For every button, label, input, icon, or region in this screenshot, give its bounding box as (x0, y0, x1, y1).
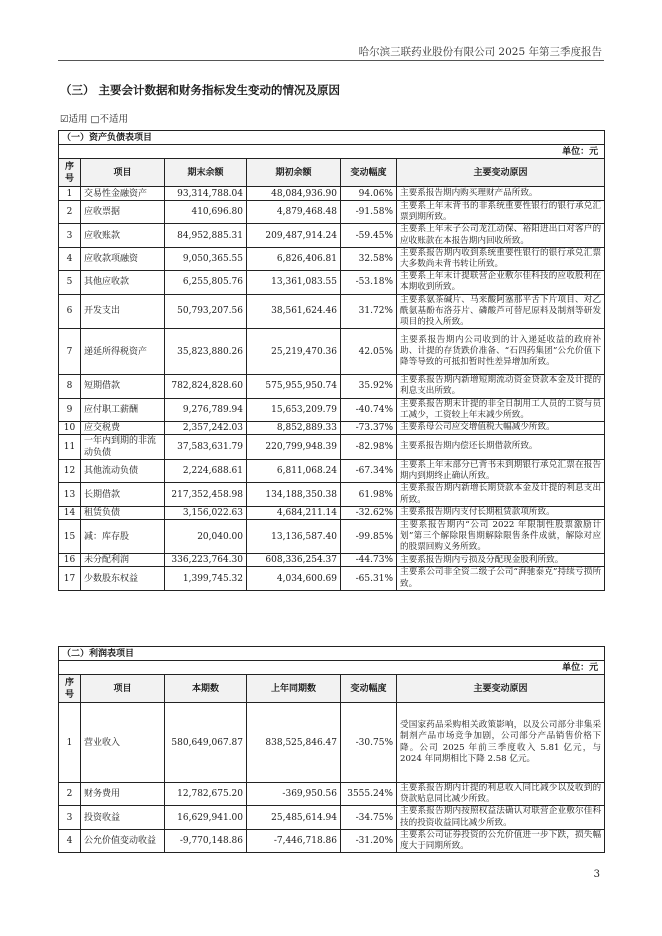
income-statement-unit: 单位：元 (59, 661, 605, 675)
row-seq: 3 (59, 806, 81, 829)
row-item: 应交税费 (81, 422, 165, 435)
row-change: -73.37% (341, 422, 397, 435)
col-header-reason: 主要变动原因 (397, 159, 605, 187)
row-item: 开发支出 (81, 294, 165, 329)
row-value-2: 6,811,068.24 (247, 460, 341, 483)
row-change: -53.18% (341, 271, 397, 294)
row-reason: 主要系报告期内“公司 2022 年限制性股票激励计划”第三个解除限售期解除限售条件成就，解除对应的股票回购义务所致。 (397, 519, 605, 554)
row-seq: 6 (59, 294, 81, 329)
row-change: 31.72% (341, 294, 397, 329)
row-reason: 主要系公司非全资二级子公司“湃驰泰克”持续亏损所致。 (397, 567, 605, 590)
row-value-1: 2,224,688.61 (165, 460, 247, 483)
row-change: 35.92% (341, 375, 397, 398)
table-row (59, 806, 605, 829)
row-seq: 11 (59, 435, 81, 460)
row-seq: 10 (59, 422, 81, 435)
row-value-2: 13,136,587.40 (247, 519, 341, 554)
row-seq: 1 (59, 703, 81, 783)
col-header-change: 变动幅度 (341, 159, 397, 187)
col-header-prior-period: 上年同期数 (247, 675, 341, 703)
row-value-2: -7,446,718.86 (247, 829, 341, 852)
row-change: -30.75% (341, 703, 397, 783)
col-header-change: 变动幅度 (341, 675, 397, 703)
row-seq: 16 (59, 554, 81, 567)
row-value-2: 15,653,209.79 (247, 398, 341, 421)
row-value-2: 4,684,211.14 (247, 506, 341, 519)
row-seq: 9 (59, 398, 81, 421)
row-change: -67.34% (341, 460, 397, 483)
row-change: -82.98% (341, 435, 397, 460)
row-reason: 主要系上年末子公司龙江动保、裕阳进出口对客户的应收账款在本报告期内回收所致。 (397, 224, 605, 247)
col-header-seq: 序号 (59, 675, 81, 703)
row-reason: 主要系氨茶碱片、马来酸阿塞那平舌下片项目、对乙酰氨基酚布洛芬片、磷酸芦可替尼原料及制剂等研发项目的投入所致。 (397, 294, 605, 329)
income-statement-table (58, 646, 605, 853)
row-value-2: 6,826,406.81 (247, 247, 341, 270)
row-item: 公允价值变动收益 (81, 829, 165, 852)
balance-sheet-unit: 单位：元 (59, 145, 605, 159)
row-value-1: 217,352,458.98 (165, 483, 247, 506)
table-row (59, 435, 605, 460)
row-seq: 3 (59, 224, 81, 247)
row-item: 减：库存股 (81, 519, 165, 554)
row-value-2: 838,525,846.47 (247, 703, 341, 783)
table-row (59, 224, 605, 247)
report-header: 哈尔滨三联药业股份有限公司 2025 年第三季度报告 (358, 46, 602, 58)
row-reason: 主要系报告期内计提的利息收入同比减少以及收到的贷款贴息同比减少所致。 (397, 783, 605, 806)
table-row (59, 703, 605, 783)
table-row (59, 554, 605, 567)
row-value-2: -369,950.56 (247, 783, 341, 806)
row-item: 投资收益 (81, 806, 165, 829)
row-seq: 7 (59, 329, 81, 375)
table-row (59, 567, 605, 590)
row-item: 其他流动负债 (81, 460, 165, 483)
row-value-1: 37,583,631.79 (165, 435, 247, 460)
row-change: -44.73% (341, 554, 397, 567)
row-reason: 主要系报告期内新增长期贷款本金及计提的利息支出所致。 (397, 483, 605, 506)
row-value-1: 1,399,745.32 (165, 567, 247, 590)
page-number: 3 (593, 869, 600, 880)
row-seq: 4 (59, 829, 81, 852)
row-value-2: 575,955,950.74 (247, 375, 341, 398)
row-change: 42.05% (341, 329, 397, 375)
row-seq: 15 (59, 519, 81, 554)
table-row (59, 375, 605, 398)
row-value-1: 93,314,788.04 (165, 187, 247, 201)
col-header-item: 项目 (81, 159, 165, 187)
row-item: 应付职工薪酬 (81, 398, 165, 421)
table-row (59, 506, 605, 519)
row-change: 94.06% (341, 187, 397, 201)
row-change: 3555.24% (341, 783, 397, 806)
row-value-2: 38,561,624.46 (247, 294, 341, 329)
row-value-1: 35,823,880.26 (165, 329, 247, 375)
table-row (59, 294, 605, 329)
row-value-2: 220,799,948.39 (247, 435, 341, 460)
row-seq: 17 (59, 567, 81, 590)
row-item: 短期借款 (81, 375, 165, 398)
row-seq: 13 (59, 483, 81, 506)
row-value-1: 16,629,941.00 (165, 806, 247, 829)
col-header-seq: 序号 (59, 159, 81, 187)
row-value-1: 12,782,675.20 (165, 783, 247, 806)
row-reason: 主要系上年末计提联营企业敷尔佳科技的应收股利在本期收到所致。 (397, 271, 605, 294)
row-value-1: 9,050,365.55 (165, 247, 247, 270)
row-value-1: 6,255,805.76 (165, 271, 247, 294)
row-value-2: 608,336,254.37 (247, 554, 341, 567)
row-reason: 主要系报告期内购买理财产品所致。 (397, 187, 605, 201)
table-row (59, 460, 605, 483)
row-reason: 主要系报告期内亏损及分配现金股利所致。 (397, 554, 605, 567)
row-change: -31.20% (341, 829, 397, 852)
table-row (59, 271, 605, 294)
row-change: -40.74% (341, 398, 397, 421)
row-reason: 主要系报告期内收到系统重要性银行的银行承兑汇票大多数尚未背书转让所致。 (397, 247, 605, 270)
table-row (59, 201, 605, 224)
table-row (59, 247, 605, 270)
table-row (59, 519, 605, 554)
row-item: 财务费用 (81, 783, 165, 806)
row-value-2: 25,485,614.94 (247, 806, 341, 829)
row-value-2: 4,034,600.69 (247, 567, 341, 590)
row-reason: 主要系报告期内新增短期流动资金贷款本金及计提的利息支出所致。 (397, 375, 605, 398)
row-item: 营业收入 (81, 703, 165, 783)
table-row (59, 187, 605, 201)
row-reason: 主要系报告期末计提的非全日制用工人员的工资与员工减少，工资较上年末减少所致。 (397, 398, 605, 421)
row-item: 一年内到期的非流动负债 (81, 435, 165, 460)
row-value-2: 209,487,914.24 (247, 224, 341, 247)
row-reason: 主要系报告期内偿还长期借款所致。 (397, 435, 605, 460)
row-item: 应收款项融资 (81, 247, 165, 270)
applicability-indicator: ☑适用 □不适用 (60, 114, 129, 125)
row-item: 应收票据 (81, 201, 165, 224)
row-reason: 主要系上年末部分已背书未到期银行承兑汇票在报告期内到期终止确认所致。 (397, 460, 605, 483)
row-change: -65.31% (341, 567, 397, 590)
balance-sheet-band: （一）资产负债表项目 (59, 131, 605, 145)
table-row (59, 829, 605, 852)
table-row (59, 398, 605, 421)
balance-sheet-table (58, 130, 605, 591)
row-change: 32.58% (341, 247, 397, 270)
row-value-2: 134,188,350.38 (247, 483, 341, 506)
row-seq: 2 (59, 201, 81, 224)
row-item: 交易性金融资产 (81, 187, 165, 201)
col-header-reason: 主要变动原因 (397, 675, 605, 703)
row-item: 少数股东权益 (81, 567, 165, 590)
row-item: 应收账款 (81, 224, 165, 247)
header-divider (58, 60, 604, 61)
row-value-2: 8,852,889.33 (247, 422, 341, 435)
row-value-1: 20,040.00 (165, 519, 247, 554)
row-value-2: 4,879,468.48 (247, 201, 341, 224)
row-value-2: 25,219,470.36 (247, 329, 341, 375)
row-reason: 主要系报告期内按照权益法确认对联营企业敷尔佳科技的投资收益同比减少所致。 (397, 806, 605, 829)
row-change: -59.45% (341, 224, 397, 247)
row-reason: 主要系母公司应交增值税大幅减少所致。 (397, 422, 605, 435)
row-seq: 2 (59, 783, 81, 806)
row-seq: 14 (59, 506, 81, 519)
row-item: 未分配利润 (81, 554, 165, 567)
row-value-1: 410,696.80 (165, 201, 247, 224)
section-title: （三） 主要会计数据和财务指标发生变动的情况及原因 (60, 83, 341, 97)
row-seq: 1 (59, 187, 81, 201)
row-reason: 主要系报告期内支付长期租赁款项所致。 (397, 506, 605, 519)
table-row (59, 422, 605, 435)
row-item: 租赁负债 (81, 506, 165, 519)
row-reason: 主要系报告期内公司收到的计入递延收益的政府补助、计提的存货跌价准备、“石四药集团”公允价值下降等导致的可抵扣暂时性差异增加所致。 (397, 329, 605, 375)
col-header-opening-balance: 期初余额 (247, 159, 341, 187)
row-value-1: 2,357,242.03 (165, 422, 247, 435)
row-seq: 12 (59, 460, 81, 483)
row-change: -34.75% (341, 806, 397, 829)
row-item: 其他应收款 (81, 271, 165, 294)
row-value-1: 782,824,828.60 (165, 375, 247, 398)
row-reason: 主要系上年末背书的非系统重要性银行的银行承兑汇票到期所致。 (397, 201, 605, 224)
col-header-item: 项目 (81, 675, 165, 703)
row-value-1: 9,276,789.94 (165, 398, 247, 421)
row-seq: 5 (59, 271, 81, 294)
row-value-1: 3,156,022.63 (165, 506, 247, 519)
row-value-1: 84,952,885.31 (165, 224, 247, 247)
table-row (59, 483, 605, 506)
row-value-1: 50,793,207.56 (165, 294, 247, 329)
table-row (59, 783, 605, 806)
row-change: 61.98% (341, 483, 397, 506)
row-value-2: 48,084,936.90 (247, 187, 341, 201)
row-seq: 8 (59, 375, 81, 398)
row-reason: 主要系公司证券投资的公允价值进一步下跌，损失幅度大于同期所致。 (397, 829, 605, 852)
row-reason: 受国家药品采购相关政策影响，以及公司部分非集采制剂产品市场竞争加剧，公司部分产品销售价格下降。公司 2025 年前三季度收入 5.81 亿元，与 2024 年同期相比下降 2.58 亿元。 (397, 703, 605, 783)
row-value-2: 13,361,083.55 (247, 271, 341, 294)
row-change: -91.58% (341, 201, 397, 224)
row-value-1: -9,770,148.86 (165, 829, 247, 852)
row-change: -32.62% (341, 506, 397, 519)
row-item: 递延所得税资产 (81, 329, 165, 375)
row-value-1: 336,223,764.30 (165, 554, 247, 567)
table-row (59, 329, 605, 375)
income-statement-band: （二）利润表项目 (59, 647, 605, 661)
row-value-1: 580,649,067.87 (165, 703, 247, 783)
col-header-closing-balance: 期末余额 (165, 159, 247, 187)
row-seq: 4 (59, 247, 81, 270)
col-header-current-period: 本期数 (165, 675, 247, 703)
row-change: -99.85% (341, 519, 397, 554)
row-item: 长期借款 (81, 483, 165, 506)
